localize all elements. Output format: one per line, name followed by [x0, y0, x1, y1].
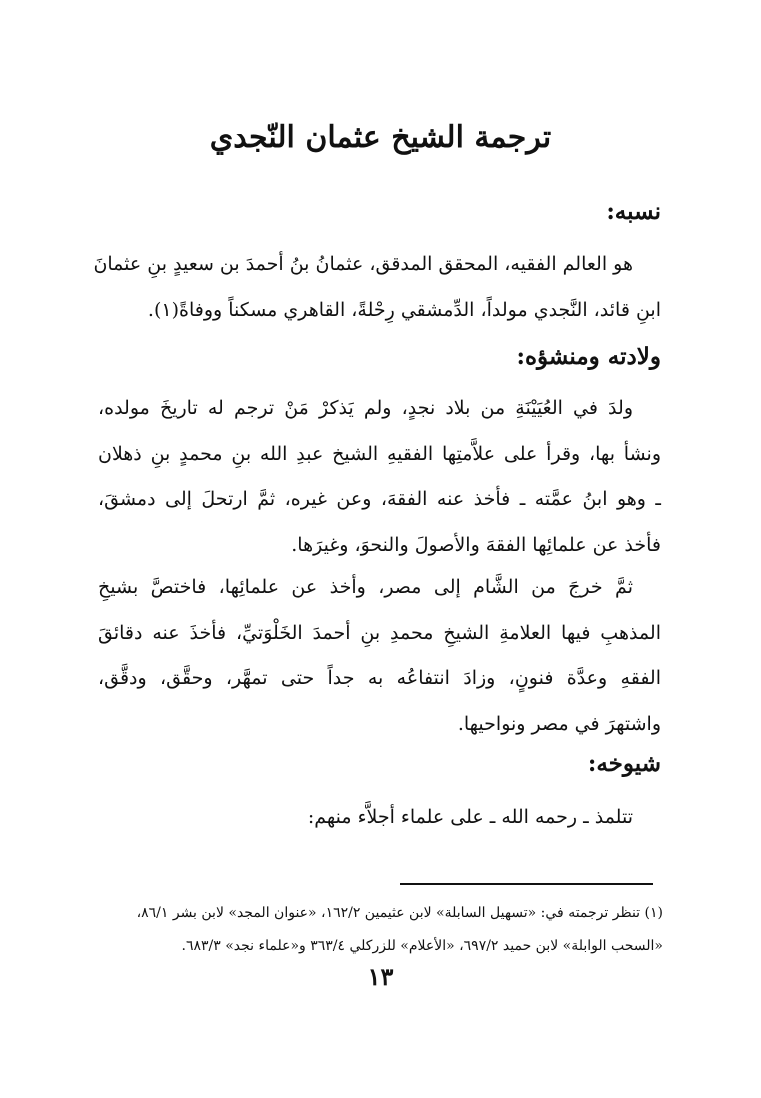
teachers-heading: شيوخه: — [587, 750, 661, 777]
birth-paragraph-2 — [98, 565, 661, 747]
paragraph-line: ونشأ بها، وقرأ على علاَّمتِها الفقيهِ الشيخ عبدِ الله بنِ محمدٍ بنِ ذهلان — [98, 442, 661, 465]
paragraph-line: الفقهِ وعدَّة فنونٍ، وزادَ انتفاعُه به جداً حتى تمهَّر، وحقَّق، ودقَّق، — [98, 667, 661, 689]
birth-paragraph-1 — [98, 386, 661, 568]
paragraph-line: ولدَ في العُيَيْنَةِ من بلاد نجدٍ، ولم يَذكرْ مَنْ ترجم له تاريخَ مولده، — [98, 397, 633, 419]
footnote — [98, 897, 663, 963]
paragraph-line: ـ وهو ابنُ عمَّته ـ فأخذ عنه الفقهَ، وعن غيره، ثمَّ ارتحلَ إلى دمشقَ، — [98, 488, 661, 510]
footnote-line: (١) تنظر ترجمته في: «تسهيل السابلة» لابن عثيمين ١٦٢/٢، «عنوان المجد» لابن بشر ٨٦/١، — [136, 905, 663, 921]
birth-heading: ولادته ومنشؤه: — [516, 343, 661, 370]
paragraph-line: فأخذ عن علمائِها الفقهَ والأصولَ والنحوَ، وغيرَها. — [291, 533, 661, 556]
footnote-separator — [400, 883, 653, 885]
paragraph-line: هو العالم الفقيه، المحقق المدقق، عثمانُ بنُ أحمدَ بن سعيدٍ بنِ عثمانَ — [93, 253, 633, 275]
lineage-paragraph — [93, 242, 661, 333]
paragraph-line: ثمَّ خرجَ من الشَّام إلى مصر، وأخذ عن علمائِها، فاختصَّ بشيخِ — [98, 576, 633, 598]
paragraph-line: تتلمذ ـ رحمه الله ـ على علماء أجلاَّء منهم: — [307, 806, 633, 828]
footnote-line: «السحب الوابلة» لابن حميد ٦٩٧/٢، «الأعلام» للزركلي ٣٦٣/٤ و«علماء نجد» ٦٨٣/٣. — [181, 938, 663, 954]
paragraph-line: المذهبِ فيها العلامةِ الشيخِ محمدِ بنِ أحمدَ الخَلْوَتيِّ، فأخذَ عنه دقائقَ — [98, 621, 661, 644]
paragraph-line: ابنِ قائد، النَّجدي مولداً، الدِّمشقي رِحْلةً، القاهري مسكناً ووفاةً(١). — [147, 298, 661, 321]
page-title: ترجمة الشيخ عثمان النّجدي — [209, 120, 552, 155]
lineage-heading: نسبه: — [606, 198, 661, 225]
page-number: ١٣ — [367, 962, 394, 991]
paragraph-line: واشتهرَ في مصر ونواحيها. — [457, 712, 661, 735]
teachers-paragraph — [98, 795, 661, 841]
